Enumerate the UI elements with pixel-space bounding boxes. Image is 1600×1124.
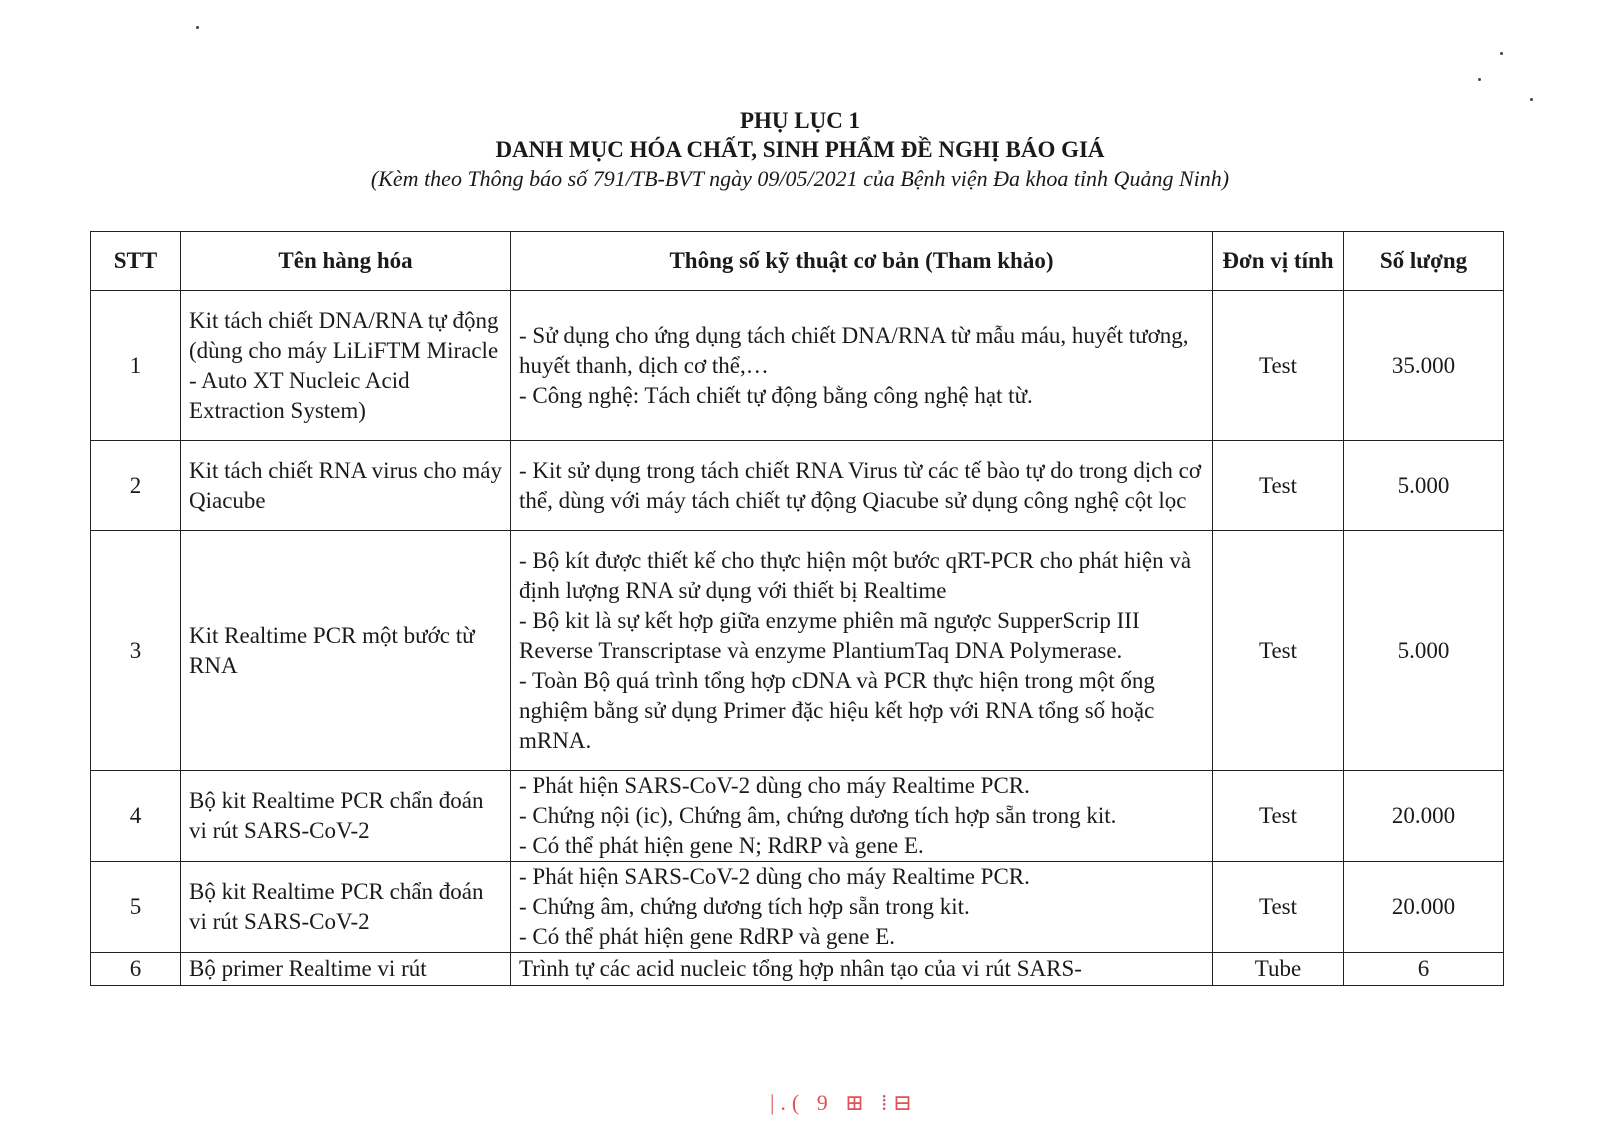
- row-qty: 20.000: [1344, 862, 1504, 953]
- col-header-unit: Đơn vị tính: [1213, 232, 1344, 291]
- table-row: [91, 441, 1504, 531]
- spec-line: - Kit sử dụng trong tách chiết RNA Virus từ các tế bào tự do trong dịch cơ thể, dùng với máy tách chiết tự động Qiacube sử dụng công nghệ cột lọc: [519, 457, 1202, 513]
- table-header-row: [91, 232, 1504, 291]
- row-name: Bộ kit Realtime PCR chẩn đoán vi rút SARS-CoV-2: [181, 771, 511, 862]
- row-name: Kit tách chiết RNA virus cho máy Qiacube: [181, 441, 511, 531]
- row-name: Bộ kit Realtime PCR chẩn đoán vi rút SARS-CoV-2: [181, 862, 511, 953]
- row-stt: 2: [91, 441, 181, 531]
- table-row: [91, 291, 1504, 441]
- row-spec: [511, 531, 1213, 771]
- red-stamp-fragment: |.( 9 ⊞ ⁞⊟: [770, 1090, 918, 1115]
- row-stt: 3: [91, 531, 181, 771]
- spec-line: - Phát hiện SARS-CoV-2 dùng cho máy Realtime PCR.: [519, 773, 1030, 798]
- row-unit: Test: [1213, 291, 1344, 441]
- reference-note: (Kèm theo Thông báo số 791/TB-BVT ngày 09/05/2021 của Bệnh viện Đa khoa tỉnh Quảng Ninh): [370, 166, 1230, 191]
- row-spec: [511, 441, 1213, 531]
- col-header-spec: Thông số kỹ thuật cơ bản (Tham khảo): [511, 232, 1213, 291]
- appendix-title: PHỤ LỤC 1: [739, 108, 861, 133]
- row-name: Kit tách chiết DNA/RNA tự động (dùng cho máy LiLiFTM Miracle - Auto XT Nucleic Acid Extraction System): [181, 291, 511, 441]
- scan-speck: [196, 26, 199, 29]
- row-spec: [511, 953, 1213, 986]
- scan-speck: [1530, 98, 1533, 101]
- row-spec: [511, 291, 1213, 441]
- row-stt: 5: [91, 862, 181, 953]
- table-row: [91, 531, 1504, 771]
- spec-line: - Có thể phát hiện gene RdRP và gene E.: [519, 924, 896, 949]
- product-table: [90, 231, 1504, 986]
- row-qty: 35.000: [1344, 291, 1504, 441]
- row-qty: 6: [1344, 953, 1504, 986]
- col-header-name: Tên hàng hóa: [181, 232, 511, 291]
- spec-line: - Có thể phát hiện gene N; RdRP và gene E.: [519, 833, 924, 858]
- spec-line: Trình tự các acid nucleic tổng hợp nhân tạo của vi rút SARS-: [519, 956, 1082, 981]
- col-header-qty: Số lượng: [1344, 232, 1504, 291]
- row-unit: Test: [1213, 771, 1344, 862]
- row-unit: Test: [1213, 862, 1344, 953]
- table-row: [91, 862, 1504, 953]
- row-unit: Tube: [1213, 953, 1344, 986]
- row-qty: 20.000: [1344, 771, 1504, 862]
- spec-line: - Sử dụng cho ứng dụng tách chiết DNA/RNA từ mẫu máu, huyết tương, huyết thanh, dịch cơ thể,…: [519, 322, 1189, 378]
- row-unit: Test: [1213, 441, 1344, 531]
- table-row: [91, 953, 1504, 986]
- scan-speck: [1478, 78, 1481, 81]
- col-header-stt: STT: [91, 232, 181, 291]
- spec-line: - Toàn Bộ quá trình tổng hợp cDNA và PCR thực hiện trong một ống nghiệm bằng sử dụng Primer đặc hiệu kết hợp với RNA tổng số hoặc mRNA.: [519, 667, 1155, 753]
- scan-speck: [1500, 52, 1503, 55]
- row-stt: 1: [91, 291, 181, 441]
- spec-line: - Công nghệ: Tách chiết tự động bằng công nghệ hạt từ.: [519, 382, 1033, 408]
- spec-line: - Bộ kit là sự kết hợp giữa enzyme phiên mã ngược SupperScrip III Reverse Transcriptase và enzyme PlantiumTaq DNA Polymerase.: [519, 607, 1140, 663]
- row-stt: 6: [91, 953, 181, 986]
- spec-line: - Chứng nội (ic), Chứng âm, chứng dương tích hợp sẵn trong kit.: [519, 803, 1117, 828]
- spec-line: - Chứng âm, chứng dương tích hợp sẵn trong kit.: [519, 894, 970, 919]
- row-spec: [511, 771, 1213, 862]
- row-unit: Test: [1213, 531, 1344, 771]
- table-row: [91, 771, 1504, 862]
- row-qty: 5.000: [1344, 531, 1504, 771]
- row-name: Kit Realtime PCR một bước từ RNA: [181, 531, 511, 771]
- row-spec: [511, 862, 1213, 953]
- list-title: DANH MỤC HÓA CHẤT, SINH PHẨM ĐỀ NGHỊ BÁO GIÁ: [495, 137, 1105, 162]
- spec-line: - Phát hiện SARS-CoV-2 dùng cho máy Realtime PCR.: [519, 864, 1030, 889]
- row-stt: 4: [91, 771, 181, 862]
- row-qty: 5.000: [1344, 441, 1504, 531]
- row-name: Bộ primer Realtime vi rút: [181, 953, 511, 986]
- spec-line: - Bộ kít được thiết kế cho thực hiện một bước qRT-PCR cho phát hiện và định lượng RNA sử dụng với thiết bị Realtime: [519, 547, 1192, 603]
